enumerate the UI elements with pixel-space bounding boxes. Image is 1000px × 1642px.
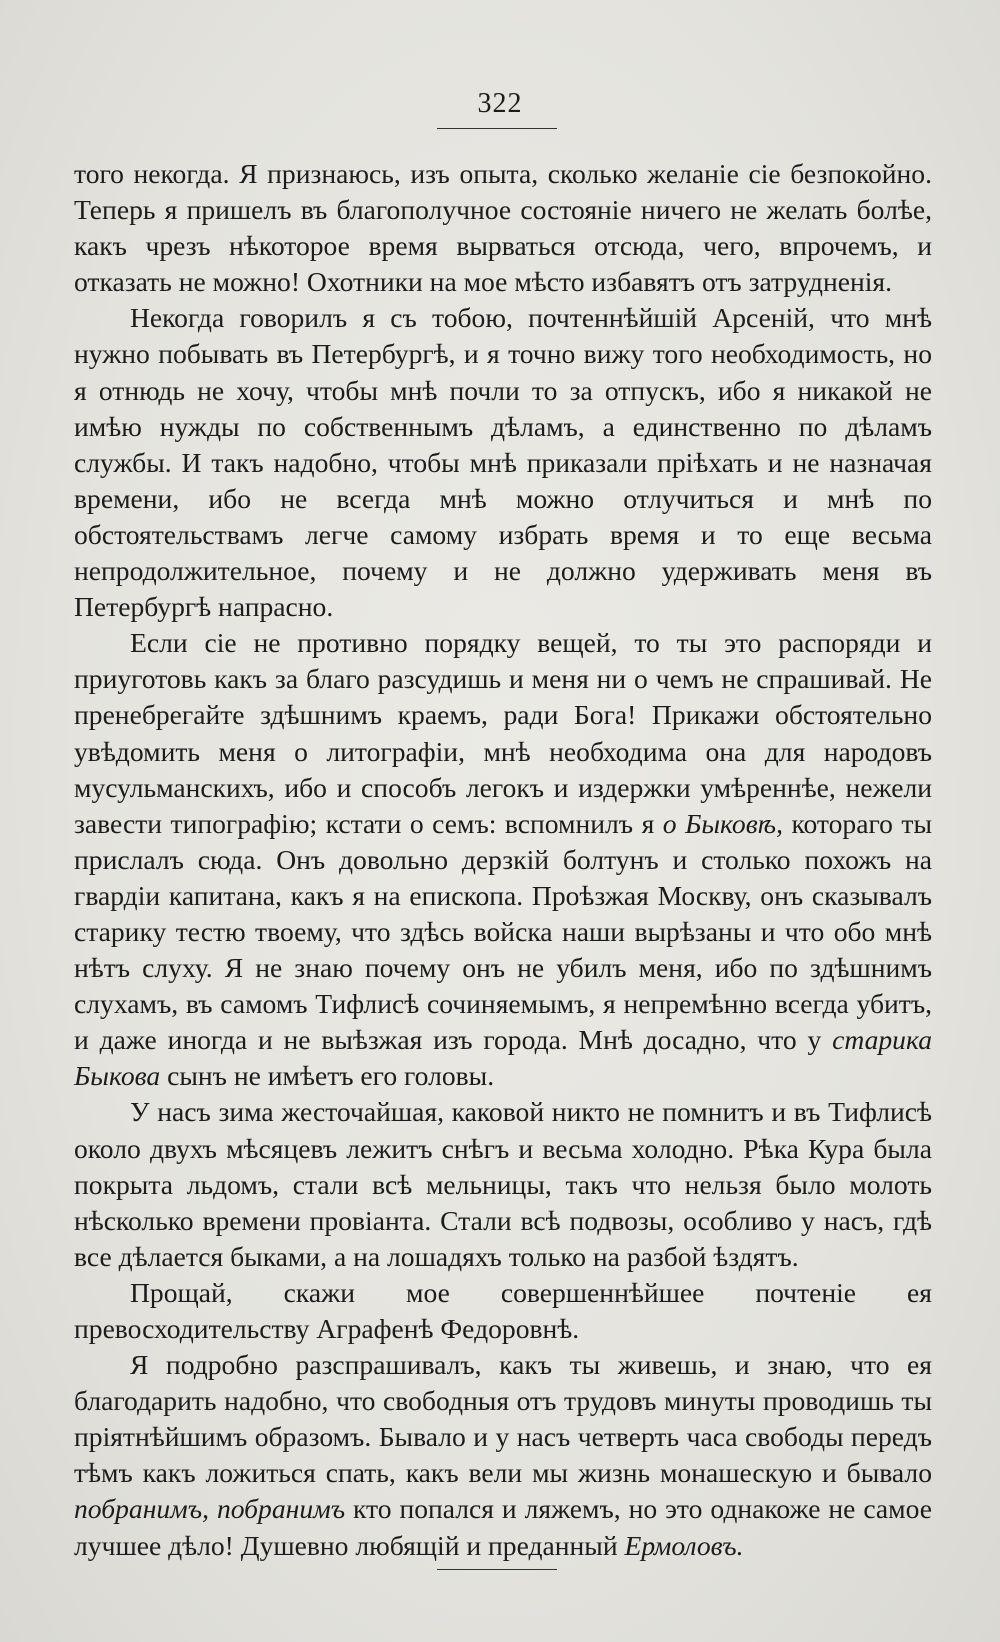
paragraph-text: Если сіе не противно порядку вещей, то ты это распоряди и приуготовь какъ за благо разсудишь и меня ни о чемъ не спрашивай. Не пренебрегайте здѣшнимъ краемъ, ради Бога! Прикажи обстоятельно увѣдомить меня о литографіи, мнѣ необходима она для народовъ мусульманскихъ, ибо и способъ легокъ и издержки умѣреннѣе, нежели завести типографію; кстати о семъ: вспомнилъ я [74, 627, 932, 839]
body-text [74, 156, 932, 1564]
paragraph-text: кто попался и ляжемъ, но это однакоже не самое лучшее дѣло! Душевно любящій и преданный [74, 1493, 932, 1561]
italic-phrase: побранимъ, побранимъ [74, 1493, 346, 1525]
footer-rule [437, 1569, 557, 1570]
header-rule [437, 128, 557, 129]
paragraph-text: Я подробно разспрашивалъ, какъ ты живешь, и знаю, что ея благодарить надобно, что свободныя отъ трудовъ минуты проводишь ты пріятнѣйшимъ образомъ. Бывало и у насъ четверть часа свободы передъ тѣмъ какъ ложиться спать, какъ вели мы жизнь монашескую и бывало [74, 1349, 932, 1489]
paragraph-1 [74, 156, 932, 300]
paragraph-text: Некогда говорилъ я съ тобою, почтеннѣйшій Арсеній, что мнѣ нужно побывать въ Петербургѣ, и я точно вижу того необходимость, но я отнюдь не хочу, чтобы мнѣ почли то за отпускъ, ибо я никакой не имѣю нужды по собственнымъ дѣламъ, а единственно по дѣламъ службы. И такъ надобно, чтобы мнѣ приказали пріѣхать и не назначая времени, ибо не всегда мнѣ можно отлучиться и мнѣ по обстоятельствамъ легче самому избрать время и то еще весьма непродолжительное, почему и не должно удерживать меня въ Петербургѣ напрасно. [74, 302, 932, 623]
paragraph-2 [74, 300, 932, 625]
signature: Ермоловъ. [624, 1529, 744, 1561]
paragraph-6 [74, 1347, 932, 1564]
italic-name-bykov: о Быковѣ, [662, 807, 783, 839]
paragraph-text: У насъ зима жесточайшая, каковой никто не помнитъ и въ Тифлисѣ около двухъ мѣсяцевъ лежитъ снѣгъ и весьма холодно. Рѣка Кура была покрыта льдомъ, стали всѣ мельницы, такъ что нельзя было молоть нѣсколько времени провіанта. Стали всѣ подвозы, особливо у насъ, гдѣ все дѣлается быками, а на лошадяхъ только на разбой ѣздятъ. [74, 1096, 932, 1272]
paragraph-5 [74, 1275, 932, 1347]
paragraph-text: Прощай, скажи мое совершеннѣйшее почтеніе ея превосходительству Аграфенѣ Федоровнѣ. [74, 1276, 932, 1344]
italic-name-old-bykov: старика Быкова [74, 1024, 932, 1092]
page-number: 322 [477, 88, 523, 119]
paragraph-text: того некогда. Я признаюсь, изъ опыта, сколько желаніе сіе безпокойно. Теперь я пришелъ въ благополучное состояніе ничего не желать болѣе, какъ чрезъ нѣкоторое время вырваться отсюда, чего, впрочемъ, и отказать не можно! Охотники на мое мѣсто избавятъ отъ затрудненія. [74, 158, 932, 298]
paragraph-3 [74, 625, 932, 1094]
paragraph-4 [74, 1094, 932, 1274]
paragraph-text: котораго ты прислалъ сюда. Онъ довольно дерзкій болтунъ и столько похожъ на гвардіи капитана, какъ я на епископа. Проѣзжая Москву, онъ сказывалъ старику тестю твоему, что здѣсь войска наши вырѣзаны и что обо мнѣ нѣтъ слуху. Я не знаю почему онъ не убилъ меня, ибо по здѣшнимъ слухамъ, въ самомъ Тифлисѣ сочиняемымъ, я непремѣнно всегда убитъ, и даже иногда и не выѣзжая изъ города. Мнѣ досадно, что у [74, 807, 932, 1056]
paragraph-text: сынъ не имѣетъ его головы. [160, 1060, 495, 1092]
